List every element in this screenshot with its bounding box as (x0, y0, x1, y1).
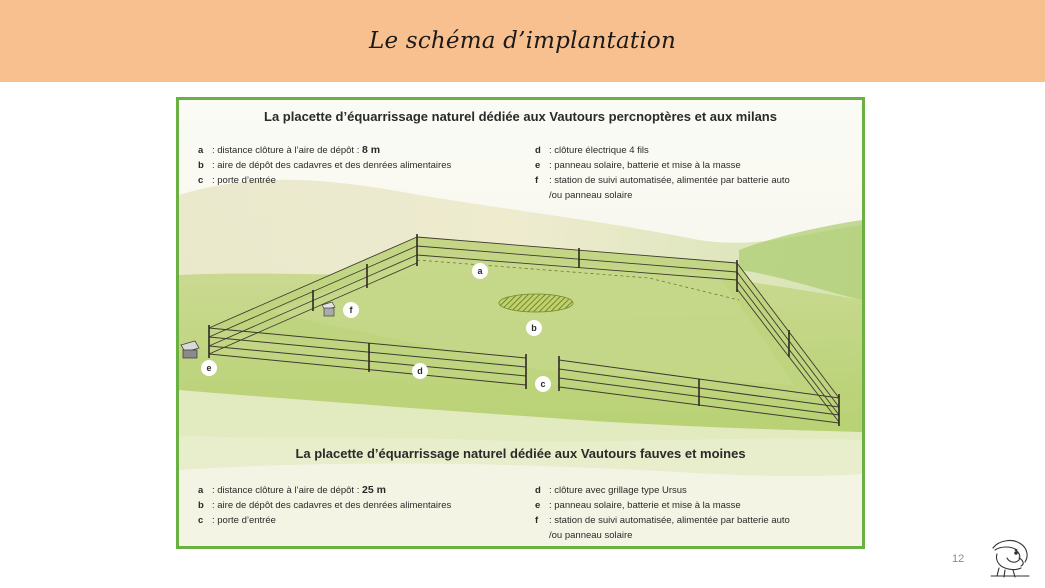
slide-title: Le schéma d’implantation (369, 28, 676, 54)
legend-item-a (198, 483, 518, 498)
legend-key: c (198, 515, 204, 526)
legend-item-d (535, 483, 855, 498)
legend-text: : distance clôture à l’aire de dépôt : 8 m (212, 144, 381, 156)
legend-text: : aire de dépôt des cadavres et des denrées alimentaires (212, 160, 452, 171)
legend-text: : clôture avec grillage type Ursus (549, 485, 687, 496)
legend-text: /ou panneau solaire (549, 190, 633, 201)
legend-key: e (535, 160, 541, 171)
legend-2-left (198, 483, 518, 528)
legend-text: : clôture électrique 4 fils (549, 145, 649, 156)
legend-text: : porte d’entrée (212, 175, 276, 186)
legend-key: d (535, 485, 541, 496)
legend-key: a (198, 485, 204, 496)
legend-item-c (198, 513, 518, 528)
legend-text: /ou panneau solaire (549, 530, 633, 541)
legend-key: c (198, 175, 204, 186)
heading-percnopteres: La placette d’équarrissage naturel dédiée aux Vautours percnoptères et aux milans (264, 109, 777, 124)
vulture-logo-icon (985, 536, 1035, 580)
implantation-figure (176, 97, 865, 549)
label-e: e (206, 363, 212, 373)
legend-item-c (198, 173, 518, 188)
legend-item-f-cont (535, 528, 855, 543)
label-a: a (477, 266, 483, 276)
legend-item-f (535, 513, 855, 528)
title-banner (0, 0, 1045, 82)
label-f: f (349, 305, 353, 315)
legend-text: : station de suivi automatisée, alimentée par batterie auto (549, 175, 790, 186)
legend-key: f (535, 175, 539, 186)
legend-key: b (198, 160, 204, 171)
page-number: 12 (952, 553, 965, 565)
legend-1-right (535, 143, 855, 203)
legend-text: : panneau solaire, batterie et mise à la masse (549, 500, 741, 511)
legend-item-d (535, 143, 855, 158)
label-c: c (540, 379, 546, 389)
legend-1-left (198, 143, 518, 188)
legend-text: : station de suivi automatisée, alimentée par batterie auto (549, 515, 790, 526)
legend-item-a (198, 143, 518, 158)
heading-fauves-moines: La placette d’équarrissage naturel dédiée aux Vautours fauves et moines (295, 446, 746, 461)
legend-item-e (535, 158, 855, 173)
legend-text: : distance clôture à l’aire de dépôt : 25 m (212, 484, 386, 496)
legend-key: e (535, 500, 541, 511)
legend-key: f (535, 515, 539, 526)
legend-item-f (535, 173, 855, 188)
legend-text: : aire de dépôt des cadavres et des denrées alimentaires (212, 500, 452, 511)
legend-item-e (535, 498, 855, 513)
legend-item-b (198, 158, 518, 173)
label-d: d (417, 366, 423, 376)
legend-text: : porte d’entrée (212, 515, 276, 526)
legend-2-right (535, 483, 855, 543)
legend-item-b (198, 498, 518, 513)
legend-key: d (535, 145, 541, 156)
legend-text: : panneau solaire, batterie et mise à la masse (549, 160, 741, 171)
legend-key: a (198, 145, 204, 156)
legend-item-f-cont (535, 188, 855, 203)
legend-key: b (198, 500, 204, 511)
label-b: b (531, 323, 537, 333)
